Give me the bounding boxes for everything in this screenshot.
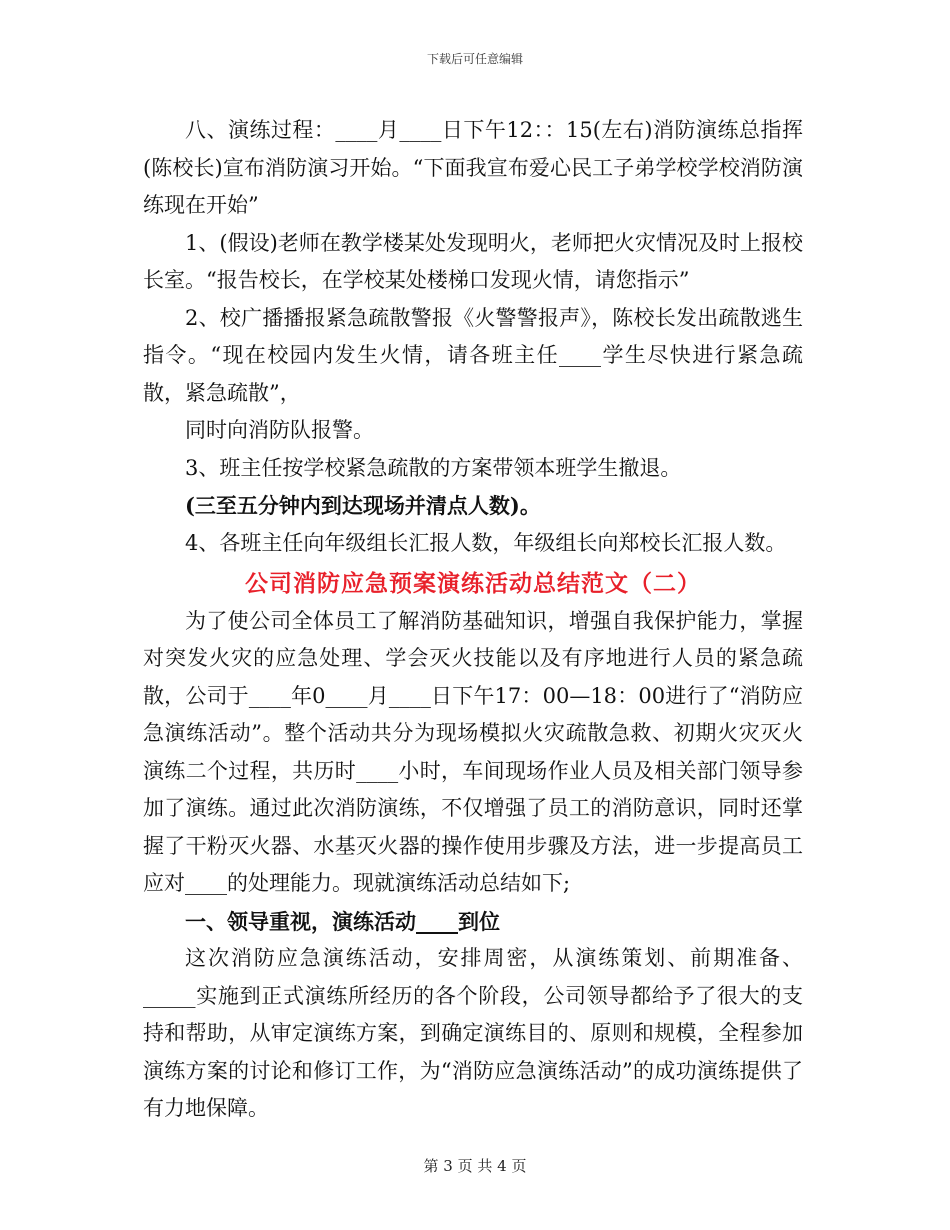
document-body bbox=[143, 112, 803, 1128]
paragraph-leadership: 这次消防应急演练活动，安排周密，从演练策划、前期准备、_____实施到正式演练所经历的各个阶段，公司领导都给予了很大的支持和帮助，从审定演练方案，到确定演练目的、原则和规模，全程参加演练方案的讨论和修订工作，为“消防应急演练活动”的成功演练提供了有力地保障。 bbox=[143, 946, 803, 1120]
page-footer: 第 3 页 共 4 页 bbox=[423, 1157, 527, 1175]
paragraph-step-3: 3、班主任按学校紧急疏散的方案带领本班学生撤退。 bbox=[185, 455, 682, 480]
paragraph-step-4: 4、各班主任向年级组长汇报人数，年级组长向郑校长汇报人数。 bbox=[185, 530, 787, 555]
paragraph-drill-process: 八、演练过程：____月____日下午12：：15(左右)消防演练总指挥(陈校长)宣布消防演习开始。“下面我宣布爱心民工子弟学校学校消防演练现在开始” bbox=[143, 118, 803, 217]
heading-leadership: 一、领导重视，演练活动____到位 bbox=[185, 908, 500, 934]
paragraph-intro: 为了使公司全体员工了解消防基础知识，增强自我保护能力，掌握对突发火灾的应急处理、学会灭火技能以及有序地进行人员的紧急疏散，公司于____年0____月____日下午17：00—18：00进行了“消防应急演练活动”。整个活动共分为现场模拟火灾疏散急救、初期火灾灭火演练二个过程，共历时____小时，车间现场作业人员及相关部门领导参加了演练。通过此次消防演练，不仅增强了员工的消防意识，同时还掌握了干粉灭火器、水基灭火器的操作使用步骤及方法，进一步提高员工应对____的处理能力。现就演练活动总结如下; bbox=[143, 608, 803, 895]
paragraph-step-1: 1、(假设)老师在教学楼某处发现明火，老师把火灾情况及时上报校长室。“报告校长，在学校某处楼梯口发现火情，请您指示” bbox=[143, 230, 803, 292]
section-title: 公司消防应急预案演练活动总结范文（二） bbox=[245, 570, 701, 597]
paragraph-call-fire-brigade: 同时向消防队报警。 bbox=[185, 418, 374, 442]
paragraph-time-note: (三至五分钟内到达现场并清点人数)。 bbox=[185, 493, 541, 518]
page-header: 下载后可任意编辑 bbox=[426, 52, 523, 66]
paragraph-step-2: 2、校广播播报紧急疏散警报《火警警报声》，陈校长发出疏散逃生指令。“现在校园内发生火情，请各班主任____学生尽快进行紧急疏散，紧急疏散”， bbox=[143, 305, 803, 405]
